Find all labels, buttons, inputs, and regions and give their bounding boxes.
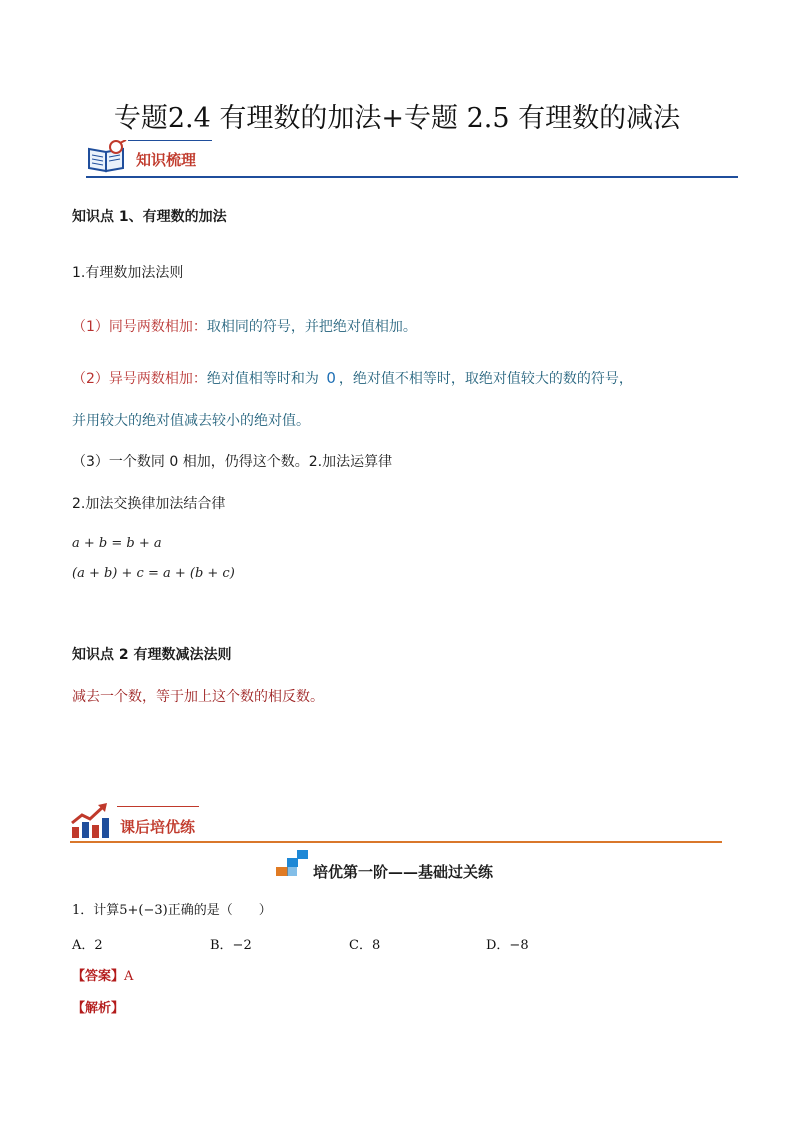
stairs-icon	[275, 849, 309, 877]
laws-title: 2.加法交换律加法结合律	[72, 496, 226, 512]
rule-2-continued: 并用较大的绝对值减去较小的绝对值。	[72, 413, 310, 429]
rule-2-text-b: ，绝对值不相等时，取绝对值较大的数的符号，	[338, 371, 633, 387]
growth-chart-icon	[70, 803, 110, 839]
analysis-label: 【解析】	[72, 1001, 125, 1016]
option-a: A．2	[72, 938, 103, 953]
section-top-rule	[128, 140, 212, 141]
kp1-heading: 知识点 1、有理数的加法	[72, 209, 227, 225]
option-c: C．8	[349, 938, 381, 953]
addition-rule-title: 1.有理数加法法则	[72, 265, 184, 281]
practice-divider	[70, 841, 722, 843]
associative-formula: (a + b) + c = a + (b + c)	[72, 566, 235, 581]
knowledge-section-label: 知识梳理	[136, 151, 197, 169]
rule-1	[72, 316, 417, 336]
answer-value: A	[124, 969, 134, 984]
answer-label: 【答案】	[72, 969, 125, 984]
option-b: B．−2	[210, 938, 252, 953]
section-divider	[86, 176, 738, 178]
page-title: 专题2.4 有理数的加法+专题 2.5 有理数的减法	[113, 103, 681, 134]
rule-2-zero: 0	[326, 369, 336, 387]
commutative-formula: a + b = b + a	[72, 536, 162, 551]
kp2-heading: 知识点 2 有理数减法法则	[72, 647, 232, 663]
rule-3: （3）一个数同 0 相加，仍得这个数。2.加法运算律	[72, 454, 393, 470]
rule-2-text-a: 绝对值相等时和为	[206, 371, 319, 387]
practice-top-rule	[117, 806, 199, 807]
answer-line	[72, 965, 133, 984]
stage-title: 培优第一阶——基础过关练	[313, 863, 494, 881]
subtraction-rule-text: 减去一个数，等于加上这个数的相反数。	[72, 689, 324, 705]
option-d: D．−8	[486, 938, 529, 953]
rule-1-text: 取相同的符号，并把绝对值相加。	[206, 319, 417, 335]
rule-1-prefix: （1）同号两数相加：	[72, 319, 207, 335]
book-icon	[86, 140, 128, 174]
rule-2-prefix: （2）异号两数相加：	[72, 371, 207, 387]
question-1-text: 1．计算5+(−3)正确的是（ ）	[72, 903, 272, 918]
practice-section-label: 课后培优练	[120, 818, 196, 836]
rule-2	[72, 368, 633, 388]
